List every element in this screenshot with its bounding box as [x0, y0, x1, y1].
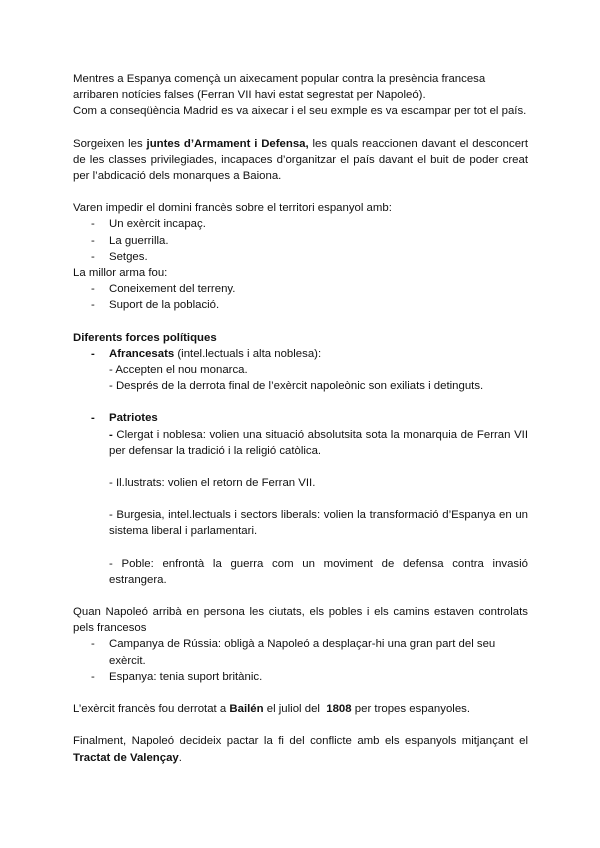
list-item: - Campanya de Rússia: obligà a Napoleó a desplaçar-hi una gran part del seu exèrcit.	[73, 636, 528, 668]
list-item: - Espanya: tenia suport britànic.	[73, 669, 528, 685]
paragraph-impedir: Varen impedir el domini francès sobre el territori espanyol amb:	[73, 202, 392, 215]
afrancesats-line: - Després de la derrota final de l’exèrcit napoleònic son exiliats i detinguts.	[109, 380, 484, 393]
list-item: - Coneixement del terreny.	[73, 281, 528, 297]
bullet-patriotes: - Patriotes - Clergat i noblesa: volien una situació absolutsita sota la monarquia de Ferran VII per defensar la tradició i la religió catòlica. - Il.lustrats: volien el retorn de Ferran VII. - Burgesia, intel.lectuals i sectors liberals: volien la transformació d’Espanya en un sistema liberal i parlamentari. - Poble: enfrontà la guerra com un moviment de defensa contra invasió estrangera.	[73, 410, 528, 588]
paragraph-valencay: Finalment, Napoleó decideix pactar la fi del conflicte amb els espanyols mitjançant el Tractat de Valençay.	[73, 735, 528, 764]
patriotes-clergat: - Clergat i noblesa: volien una situació absolutsita sota la monarquia de Ferran VII per defensar la tradició i la religió catòlica.	[109, 428, 528, 457]
paragraph-millor-arma: La millor arma fou:	[73, 267, 168, 280]
list-item: - La guerrilla.	[73, 233, 528, 249]
afrancesats-line: - Accepten el nou monarca.	[109, 364, 248, 377]
list-impedir	[73, 216, 528, 265]
list-napoleo	[73, 636, 528, 685]
list-millor-arma	[73, 281, 528, 313]
paragraph-bailen: L’exèrcit francès fou derrotat a Bailén el juliol del 1808 per tropes espanyoles.	[73, 703, 471, 716]
patriotes-poble: - Poble: enfrontà la guerra com un moviment de defensa contra invasió estrangera.	[109, 557, 528, 586]
paragraph-intro-line2: Com a conseqüència Madrid es va aixecar i el seu exmple es va escampar per tot el país.	[73, 105, 527, 118]
list-item: - Setges.	[73, 249, 528, 265]
juntes-pre: Sorgeixen les	[73, 137, 147, 150]
paragraph-juntes	[73, 136, 528, 185]
document-body	[73, 71, 528, 766]
list-item: - Suport de la població.	[73, 297, 528, 313]
juntes-post: les quals reaccionen davant el desconcert de les classes privilegiades, incapaces d’organitzar el país davant el buit de poder creat per l’abdicació dels monarques a Baiona.	[73, 137, 528, 183]
list-item: - Un exèrcit incapaç.	[73, 216, 528, 232]
paragraph-napoleo: Quan Napoleó arribà en persona les ciutats, els pobles i els camins estaven controlats pels francesos	[73, 606, 528, 635]
patriotes-illustrats: - Il.lustrats: volien el retorn de Ferran VII.	[109, 477, 316, 490]
section-heading-forces: Diferents forces polítiques	[73, 331, 217, 344]
patriotes-burgesia: - Burgesia, intel.lectuals i sectors liberals: volien la transformació d’Espanya en un sistema liberal i parlamentari.	[109, 509, 528, 538]
bullet-afrancesats: - Afrancesats (intel.lectuals i alta noblesa): - Accepten el nou monarca. - Després de la derrota final de l’exèrcit napoleònic son exiliats i detinguts.	[73, 346, 528, 395]
paragraph-intro-line1: Mentres a Espanya començà un aixecament popular contra la presència francesa arribaren notícies falses (Ferran VII havi estat segrestat per Napoleó).	[73, 73, 486, 102]
juntes-bold: juntes d’Armament i Defensa,	[146, 137, 309, 150]
